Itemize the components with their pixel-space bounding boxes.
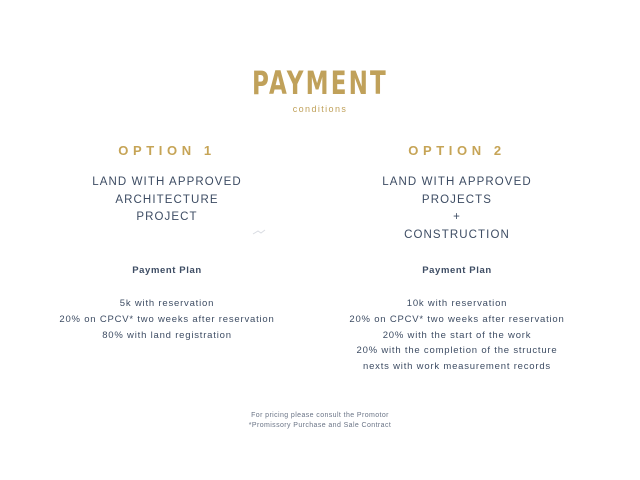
- list-item: 20% on CPCV* two weeks after reservation: [59, 313, 275, 325]
- list-item: 10k with reservation: [406, 298, 508, 309]
- page-subtitle: conditions: [292, 104, 348, 114]
- option-1-description: [17, 174, 317, 227]
- list-item: 20% with the start of the work: [382, 329, 532, 341]
- option-2-description: [307, 174, 607, 244]
- option-1-description-line: LAND WITH APPROVED: [92, 176, 242, 188]
- list-item: 80% with land registration: [102, 329, 232, 341]
- option-1-column: [17, 142, 317, 227]
- option-1-description-line: ARCHITECTURE: [115, 193, 219, 206]
- option-2-description-line: CONSTRUCTION: [404, 228, 510, 241]
- option-1-plan-label: Payment Plan: [132, 265, 202, 276]
- list-item: 20% on CPCV* two weeks after reservation: [349, 313, 565, 325]
- footer-line: *Promissory Purchase and Sale Contract: [248, 422, 392, 429]
- option-2-title: OPTION 2: [408, 143, 506, 158]
- list-item: 5k with reservation: [119, 298, 215, 309]
- option-1-description-line: PROJECT: [136, 211, 198, 223]
- option-2-plan-list: [307, 296, 607, 375]
- option-1-plan-list: [17, 296, 317, 343]
- option-2-column: [307, 142, 607, 244]
- option-2-description-line: LAND WITH APPROVED: [382, 176, 532, 188]
- decorative-mark-icon: [252, 228, 266, 238]
- option-1-title: OPTION 1: [118, 143, 216, 158]
- footer-notes: [0, 411, 640, 431]
- option-2-plan-label: Payment Plan: [422, 265, 492, 276]
- list-item: nexts with work measurement records: [363, 361, 551, 373]
- footer-line: For pricing please consult the Promotor: [251, 412, 389, 419]
- option-2-description-line: PROJECTS: [421, 193, 493, 206]
- option-2-description-line: +: [453, 211, 461, 223]
- list-item: 20% with the completion of the structure: [356, 345, 558, 357]
- page-title: PAYMENT: [252, 64, 388, 102]
